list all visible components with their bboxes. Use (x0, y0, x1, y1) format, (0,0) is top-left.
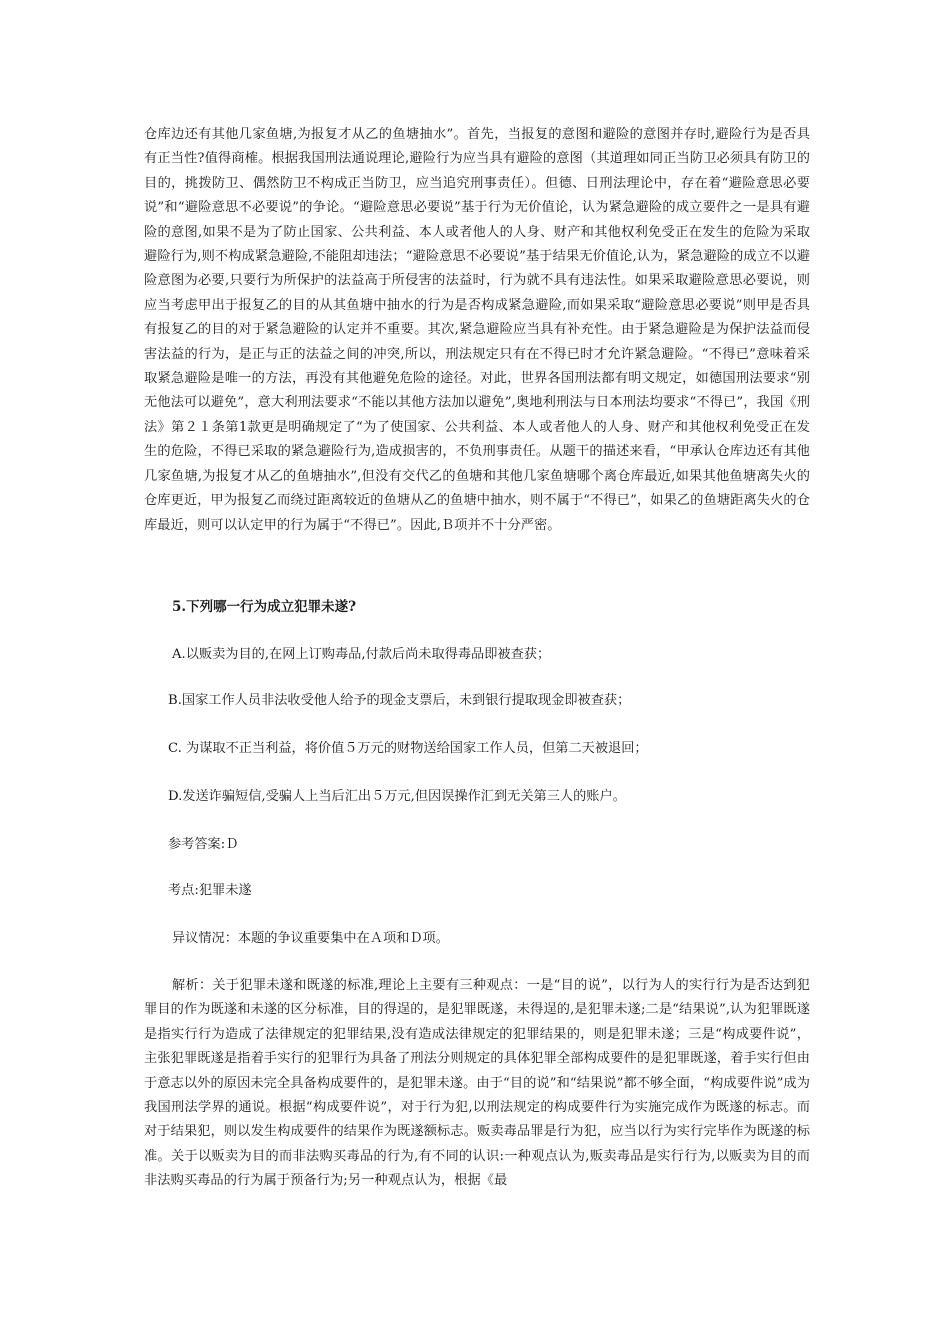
option-b: B.国家工作人员非法收受他人给予的现金支票后，未到银行提取现金即被查获； (168, 693, 631, 708)
reference-answer: 参考答案:Ｄ (168, 837, 239, 852)
option-a: A.以贩卖为目的,在网上订购毒品,付款后尚未取得毒品即被查获； (172, 647, 551, 662)
option-c: C. 为谋取不正当利益，将价值５万元的财物送给国家工作人员，但第二天被退回； (168, 741, 648, 756)
option-d: D.发送诈骗短信,受骗人上当后汇出５万元,但因误操作汇到无关第三人的账户。 (168, 789, 626, 804)
analysis-paragraph-continued: 仓库边还有其他几家鱼塘,为报复才从乙的鱼塘抽水”。首先，当报复的意图和避险的意图并存时,避险行为是否具有正当性?值得商榷。根据我国刑法通说理论,避险行为应当具有避险的意图（其道理如同正当防卫必须具有防卫的目的，挑拨防卫、偶然防卫不构成正当防卫，应当追究刑事责任）。但德、日刑法理论中，存在着“避险意思必要说”和“避险意思不必要说”的争论。“避险意思必要说”基于行为无价值论，认为紧急避险的成立要件之一是具有避险的意图,如果不是为了防止国家、公共利益、本人或者他人的人身、财产和其他权利免受正在发生的危险为采取避险行为,则不构成紧急避险,不能阻却违法；“避险意思不必要说”基于结果无价值论,认为，紧急避险的成立不以避险意图为必要,只要行为所保护的法益高于所侵害的法益时，行为就不具有违法性。如果采取避险意思必要说，则应当考虑甲出于报复乙的目的从其鱼塘中抽水的行为是否构成紧急避险,而如果采取“避险意思必要说”则甲是否具有报复乙的目的对于紧急避险的认定并不重要。其次,紧急避险应当具有补充性。由于紧急避险是为保护法益而侵害法益的行为，是正与正的法益之间的冲突,所以，刑法规定只有在不得已时才允许紧急避险。“不得已”意味着采取紧急避险是唯一的方法，再没有其他避免危险的途径。对此，世界各国刑法都有明文规定，如德国刑法要求“别无他法可以避免”，意大利刑法要求“不能以其他方法加以避免”,奥地利刑法与日本刑法均要求“不得已”，我国《刑法》第２１条第1款更是明确规定了“为了使国家、公共利益、本人或者他人的人身、财产和其他权利免受正在发生的危险，不得已采取的紧急避险行为,造成损害的，不负刑事责任。从题干的描述来看，“甲承认仓库边还有其他几家鱼塘,为报复才从乙的鱼塘抽水”,但没有交代乙的鱼塘和其他几家鱼塘哪个离仓库最近,如果其他鱼塘离失火的仓库更近，甲为报复乙而绕过距离较近的鱼塘从乙的鱼塘中抽水，则不属于“不得已”，如果乙的鱼塘距离失火的仓库最近，则可以认定甲的行为属于“不得已”。因此,Ｂ项并不十分严密。 (144, 127, 810, 533)
dispute-note: 异议情况：本题的争议重要集中在Ａ项和Ｄ项。 (172, 931, 449, 946)
analysis-paragraph: 解析：关于犯罪未遂和既遂的标准,理论上主要有三种观点：一是“目的说”，以行为人的实行行为是否达到犯罪目的作为既遂和未遂的区分标准，目的得逞的，是犯罪既遂，未得逞的,是犯罪未遂;二是“结果说”,认为犯罪既遂是指实行行为造成了法律规定的犯罪结果,没有造成法律规定的犯罪结果的，则是犯罪未遂；三是“构成要件说”，主张犯罪既遂是指着手实行的犯罪行为具备了刑法分则规定的具体犯罪全部构成要件的是犯罪既遂，着手实行但由于意志以外的原因未完全具备构成要件的，是犯罪未遂。由于“目的说”和“结果说”都不够全面，“构成要件说”成为我国刑法学界的通说。根据“构成要件说”，对于行为犯,以刑法规定的构成要件行为实施完成作为既遂的标志。而对于结果犯，则以发生构成要件的结果作为既遂额标志。贩卖毒品罪是行为犯，应当以行为实行完毕作为既遂的标准。关于以贩卖为目的而非法购买毒品的行为,有不同的认识:一种观点认为,贩卖毒品是实行行为,以贩卖为目的而非法购买毒品的行为属于预备行为;另一种观点认为，根据《最 (144, 978, 810, 1189)
question-title: 5.下列哪一行为成立犯罪未遂? (172, 599, 357, 615)
key-point: 考点:犯罪未遂 (168, 883, 252, 898)
